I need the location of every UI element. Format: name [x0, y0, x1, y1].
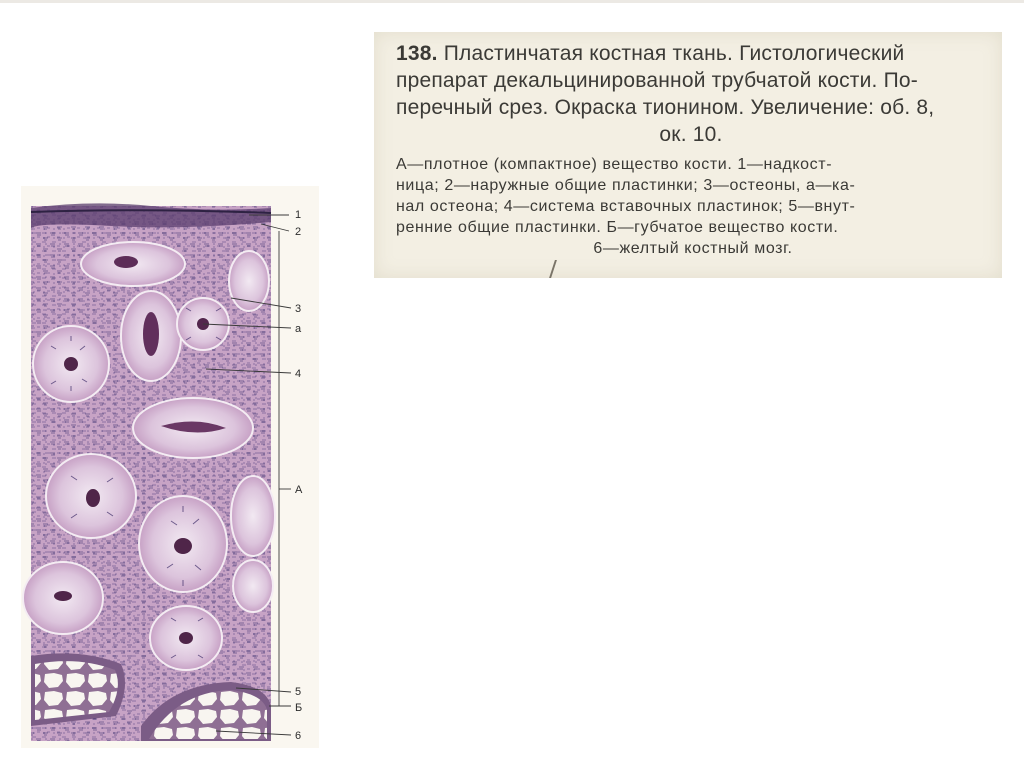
label-2: 2 [295, 226, 302, 238]
caption-legend [396, 154, 990, 259]
caption-title-line-3: перечный срез. Окраска тионином. Увеличение: об. 8, [396, 96, 935, 119]
legend-line-4: ренние общие пластинки. Б—губчатое вещество кости. [396, 219, 839, 236]
caption-title-line-2: препарат декальцинированной трубчатой кости. По- [396, 69, 918, 92]
label-3: 3 [295, 303, 302, 315]
figure-number: 138. [396, 42, 438, 65]
legend-line-3: нал остеона; 4—система вставочных пластинок; 5—внут- [396, 198, 856, 215]
slide-top-border [0, 0, 1024, 3]
caption-title-line-4: ок. 10. [659, 123, 723, 146]
caption-title [396, 40, 986, 148]
label-1: 1 [295, 209, 302, 221]
label-a: а [295, 323, 302, 335]
label-6: 6 [295, 730, 302, 742]
legend-line-1: А—плотное (компактное) вещество кости. 1—надкост- [396, 156, 833, 173]
label-B: Б [295, 702, 303, 714]
legend-line-5: 6—желтый костный мозг. [593, 240, 793, 257]
label-4: 4 [295, 368, 302, 380]
yellow-marrow-left [35, 661, 118, 720]
legend-line-2: ница; 2—наружные общие пластинки; 3—остеоны, а—ка- [396, 177, 856, 194]
bone-tissue-illustration [21, 186, 319, 748]
histology-figure [21, 186, 319, 748]
caption-title-line-1 [396, 40, 986, 67]
label-5: 5 [295, 686, 302, 698]
label-A: А [295, 484, 303, 496]
pencil-mark [549, 260, 565, 278]
caption-title-text-1: Пластинчатая костная ткань. Гистологический [437, 42, 905, 65]
figure-caption [374, 32, 1002, 278]
